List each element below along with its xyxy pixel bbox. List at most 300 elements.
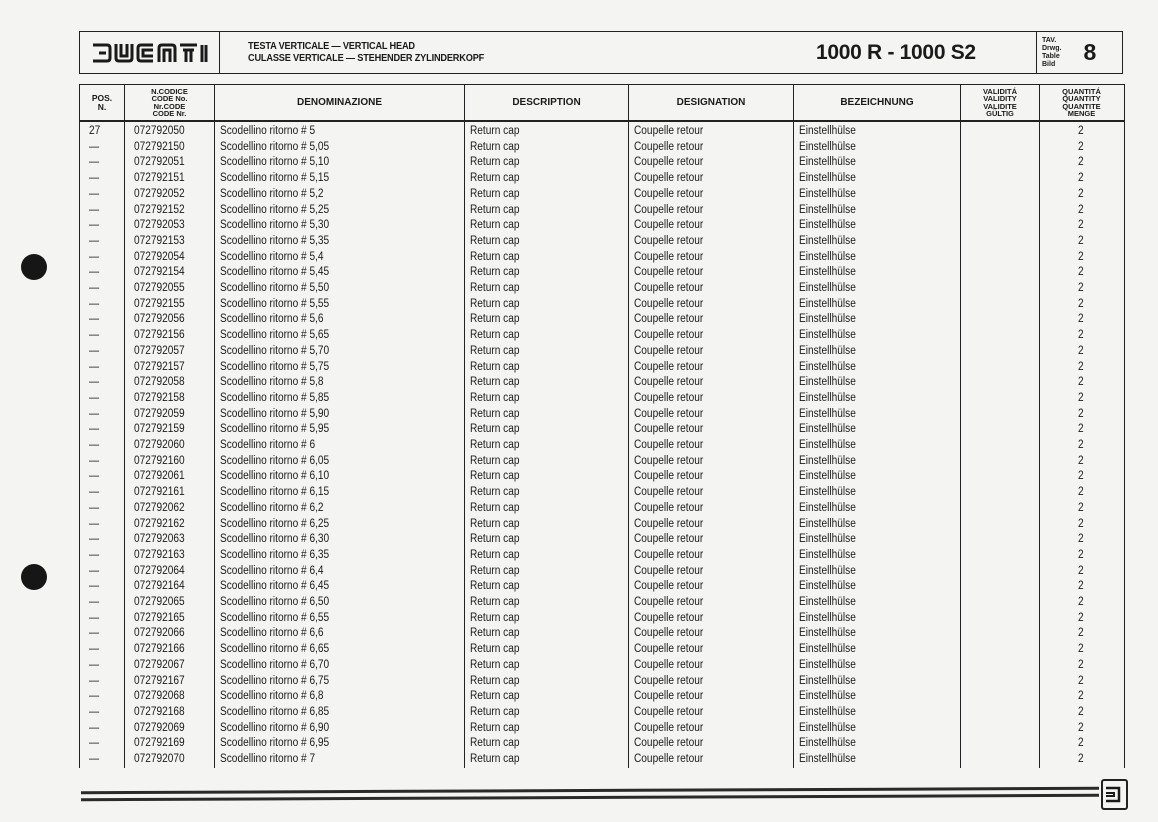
table-row [80, 469, 1124, 485]
description-cell: Return cap [470, 658, 520, 671]
code-cell: 072792161 [134, 486, 185, 499]
designation-cell: Coupelle retour [634, 658, 704, 671]
description-cell: Return cap [470, 140, 520, 153]
description-cell: Return cap [470, 391, 520, 404]
quantity-cell: 2 [1078, 627, 1084, 640]
description-cell: Return cap [470, 439, 520, 451]
description-cell: Return cap [470, 423, 520, 436]
denominazione-cell: Scodellino ritorno # 6,15 [220, 486, 330, 499]
description-cell: Return cap [470, 705, 520, 718]
denominazione-cell: Scodellino ritorno # 6,50 [220, 596, 330, 608]
code-cell: 072792061 [134, 470, 185, 483]
designation-cell: Coupelle retour [634, 737, 704, 750]
quantity-cell: 2 [1078, 282, 1084, 294]
description-cell: Return cap [470, 234, 520, 247]
code-cell: 072792070 [134, 753, 185, 765]
designation-cell: Coupelle retour [634, 690, 704, 703]
designation-cell: Coupelle retour [634, 439, 704, 451]
denominazione-cell: Scodellino ritorno # 5,4 [220, 250, 324, 263]
table-row [80, 517, 1124, 533]
table-row [80, 752, 1124, 768]
designation-cell: Coupelle retour [634, 297, 704, 310]
pos-cell: — [89, 187, 100, 200]
description-cell: Return cap [470, 753, 520, 765]
pos-cell: — [89, 486, 100, 499]
bezeichnung-cell: Einstellhülse [799, 470, 856, 483]
quantity-cell: 2 [1078, 423, 1084, 436]
table-row [80, 234, 1124, 250]
designation-cell: Coupelle retour [634, 407, 704, 420]
bezeichnung-cell: Einstellhülse [799, 501, 856, 514]
denominazione-cell: Scodellino ritorno # 6,55 [220, 611, 330, 624]
code-cell: 072792064 [134, 564, 185, 577]
code-cell: 072792160 [134, 454, 185, 467]
description-cell: Return cap [470, 548, 520, 561]
table-number-labels [1037, 37, 1061, 69]
quantity-cell: 2 [1078, 533, 1084, 546]
bezeichnung-cell: Einstellhülse [799, 753, 856, 765]
pos-cell: — [89, 203, 100, 216]
quantity-cell: 2 [1078, 564, 1084, 577]
table-row [80, 328, 1124, 344]
denominazione-cell: Scodellino ritorno # 5,75 [220, 360, 330, 373]
description-cell: Return cap [470, 313, 520, 326]
col-header-code-line: N.CODICE [151, 86, 188, 96]
table-row [80, 736, 1124, 752]
col-header-validity-line: VALIDITÁ [982, 86, 1018, 96]
model-name [816, 32, 1037, 73]
table-row [80, 155, 1124, 171]
description-cell: Return cap [470, 156, 520, 169]
designation-cell: Coupelle retour [634, 517, 704, 530]
quantity-cell: 2 [1078, 674, 1084, 687]
col-header-code-line: CODE Nr. [152, 109, 187, 118]
col-header-code-line: CODE No. [151, 94, 188, 103]
pos-cell: — [89, 407, 100, 420]
quantity-cell: 2 [1078, 737, 1084, 750]
ducati-d-mark-icon [1101, 779, 1128, 810]
bezeichnung-cell: Einstellhülse [799, 282, 856, 294]
page-header [79, 31, 1123, 74]
bezeichnung-cell: Einstellhülse [799, 234, 856, 247]
pos-cell: — [89, 376, 100, 389]
table-row [80, 250, 1124, 266]
denominazione-cell: Scodellino ritorno # 5,55 [220, 297, 330, 310]
pos-cell: — [89, 360, 100, 373]
description-cell: Return cap [470, 329, 520, 342]
description-cell: Return cap [470, 454, 520, 467]
pos-cell: — [89, 611, 100, 624]
bezeichnung-cell: Einstellhülse [799, 596, 856, 608]
designation-cell: Coupelle retour [634, 125, 704, 137]
table-row [80, 454, 1124, 470]
bezeichnung-cell: Einstellhülse [799, 486, 856, 499]
pos-cell: — [89, 391, 100, 404]
denominazione-cell: Scodellino ritorno # 6,4 [220, 564, 324, 577]
code-cell: 072792056 [134, 313, 185, 326]
table-row [80, 297, 1124, 313]
designation-cell: Coupelle retour [634, 234, 704, 247]
pos-cell: — [89, 501, 100, 514]
col-header-quantity-line: QUANTITE [1062, 101, 1101, 111]
code-cell: 072792065 [134, 596, 185, 608]
code-cell: 072792052 [134, 187, 185, 200]
code-cell: 072792164 [134, 580, 185, 593]
quantity-cell: 2 [1078, 391, 1084, 404]
designation-cell: Coupelle retour [634, 423, 704, 436]
quantity-cell: 2 [1078, 548, 1084, 561]
denominazione-cell: Scodellino ritorno # 5,45 [220, 266, 330, 279]
code-cell: 072792165 [134, 611, 185, 624]
pos-cell: — [89, 533, 100, 546]
designation-cell: Coupelle retour [634, 313, 704, 326]
quantity-cell: 2 [1078, 250, 1084, 263]
quantity-cell: 2 [1078, 470, 1084, 483]
pos-cell: — [89, 439, 100, 451]
pos-cell: — [89, 517, 100, 530]
denominazione-cell: Scodellino ritorno # 6,45 [220, 580, 330, 593]
bezeichnung-cell: Einstellhülse [799, 721, 856, 734]
quantity-cell: 2 [1078, 297, 1084, 310]
quantity-cell: 2 [1078, 266, 1084, 279]
denominazione-cell: Scodellino ritorno # 6,25 [220, 517, 330, 530]
drwg-label: Drwg. [1042, 44, 1062, 52]
quantity-cell: 2 [1078, 439, 1084, 451]
col-header-quantity-line: QUANTITY [1062, 94, 1101, 103]
col-header-quantity-line: QUANTITÁ [1062, 86, 1101, 96]
table-row [80, 203, 1124, 219]
quantity-cell: 2 [1078, 721, 1084, 734]
tav-label: TAV. [1042, 36, 1057, 44]
table-row [80, 187, 1124, 203]
denominazione-cell: Scodellino ritorno # 5,35 [220, 234, 330, 247]
bezeichnung-cell: Einstellhülse [799, 580, 856, 593]
table-row [80, 595, 1124, 611]
quantity-cell: 2 [1078, 658, 1084, 671]
denominazione-cell: Scodellino ritorno # 5,25 [220, 203, 330, 216]
description-cell: Return cap [470, 580, 520, 593]
designation-cell: Coupelle retour [634, 391, 704, 404]
denominazione-cell: Scodellino ritorno # 6,65 [220, 643, 330, 656]
table-row [80, 312, 1124, 328]
designation-cell: Coupelle retour [634, 674, 704, 687]
designation-cell: Coupelle retour [634, 564, 704, 577]
description-cell: Return cap [470, 596, 520, 608]
table-row [80, 626, 1124, 642]
table-row [80, 658, 1124, 674]
pos-cell: — [89, 172, 100, 185]
quantity-cell: 2 [1078, 219, 1084, 232]
quantity-cell: 2 [1078, 344, 1084, 357]
description-cell: Return cap [470, 470, 520, 483]
bezeichnung-cell: Einstellhülse [799, 266, 856, 279]
description-cell: Return cap [470, 564, 520, 577]
pos-cell: 27 [89, 125, 101, 137]
designation-cell: Coupelle retour [634, 140, 704, 153]
bezeichnung-cell: Einstellhülse [799, 344, 856, 357]
quantity-cell: 2 [1078, 172, 1084, 185]
pos-cell: — [89, 282, 100, 294]
col-header-code [125, 85, 215, 120]
pos-cell: — [89, 313, 100, 326]
table-row [80, 532, 1124, 548]
description-cell: Return cap [470, 360, 520, 373]
table-row [80, 721, 1124, 737]
punch-hole [21, 564, 47, 590]
col-header-pos-line: N. [97, 101, 107, 112]
code-cell: 072792150 [134, 140, 185, 153]
code-cell: 072792068 [134, 690, 185, 703]
bezeichnung-cell: Einstellhülse [799, 658, 856, 671]
bezeichnung-cell: Einstellhülse [799, 705, 856, 718]
quantity-cell: 2 [1078, 360, 1084, 373]
pos-cell: — [89, 156, 100, 169]
pos-cell: — [89, 658, 100, 671]
code-cell: 072792167 [134, 674, 185, 687]
designation-cell: Coupelle retour [634, 203, 704, 216]
table-row [80, 611, 1124, 627]
designation-cell: Coupelle retour [634, 360, 704, 373]
pos-cell: — [89, 266, 100, 279]
table-row [80, 218, 1124, 234]
designation-cell: Coupelle retour [634, 643, 704, 656]
description-cell: Return cap [470, 486, 520, 499]
col-header-description: DESCRIPTION [465, 85, 629, 120]
code-cell: 072792158 [134, 391, 185, 404]
designation-cell: Coupelle retour [634, 721, 704, 734]
code-cell: 072792163 [134, 548, 185, 561]
code-cell: 072792162 [134, 517, 185, 530]
denominazione-cell: Scodellino ritorno # 6,05 [220, 454, 330, 467]
description-cell: Return cap [470, 344, 520, 357]
pos-cell: — [89, 234, 100, 247]
quantity-cell: 2 [1078, 690, 1084, 703]
description-cell: Return cap [470, 282, 520, 294]
description-cell: Return cap [470, 376, 520, 389]
table-row [80, 438, 1124, 454]
designation-cell: Coupelle retour [634, 266, 704, 279]
pos-cell: — [89, 627, 100, 640]
quantity-cell: 2 [1078, 611, 1084, 624]
description-cell: Return cap [470, 187, 520, 200]
description-cell: Return cap [470, 611, 520, 624]
table-row [80, 579, 1124, 595]
denominazione-cell: Scodellino ritorno # 6,2 [220, 501, 324, 514]
denominazione-cell: Scodellino ritorno # 6 [220, 439, 316, 451]
table-row [80, 360, 1124, 376]
designation-cell: Coupelle retour [634, 627, 704, 640]
brand-logo [80, 32, 220, 73]
denominazione-cell: Scodellino ritorno # 5,50 [220, 282, 330, 294]
designation-cell: Coupelle retour [634, 705, 704, 718]
designation-cell: Coupelle retour [634, 611, 704, 624]
designation-cell: Coupelle retour [634, 282, 704, 294]
code-cell: 072792151 [134, 172, 185, 185]
bezeichnung-cell: Einstellhülse [799, 548, 856, 561]
table-row [80, 689, 1124, 705]
denominazione-cell: Scodellino ritorno # 5,10 [220, 156, 330, 169]
col-header-validity [961, 85, 1040, 120]
pos-cell: — [89, 140, 100, 153]
denominazione-cell: Scodellino ritorno # 7 [220, 753, 316, 765]
denominazione-cell: Scodellino ritorno # 5,85 [220, 391, 330, 404]
col-header-validity-line: VALIDITY [983, 94, 1017, 103]
pos-cell: — [89, 721, 100, 734]
description-cell: Return cap [470, 533, 520, 546]
quantity-cell: 2 [1078, 580, 1084, 593]
col-header-quantity [1040, 85, 1123, 120]
code-cell: 072792055 [134, 282, 185, 294]
quantity-cell: 2 [1078, 125, 1084, 137]
col-header-denominazione: DENOMINAZIONE [215, 85, 465, 120]
bezeichnung-cell: Einstellhülse [799, 219, 856, 232]
denominazione-cell: Scodellino ritorno # 6,8 [220, 690, 324, 703]
designation-cell: Coupelle retour [634, 250, 704, 263]
pos-cell: — [89, 643, 100, 656]
bezeichnung-cell: Einstellhülse [799, 533, 856, 546]
designation-cell: Coupelle retour [634, 580, 704, 593]
code-cell: 072792157 [134, 360, 185, 373]
table-row [80, 422, 1124, 438]
designation-cell: Coupelle retour [634, 156, 704, 169]
col-header-pos-line: POS. [91, 92, 113, 103]
quantity-cell: 2 [1078, 234, 1084, 247]
code-cell: 072792156 [134, 329, 185, 342]
denominazione-cell: Scodellino ritorno # 5,70 [220, 344, 330, 357]
bezeichnung-cell: Einstellhülse [799, 156, 856, 169]
description-cell: Return cap [470, 690, 520, 703]
designation-cell: Coupelle retour [634, 376, 704, 389]
description-cell: Return cap [470, 266, 520, 279]
code-cell: 072792054 [134, 250, 185, 263]
code-cell: 072792057 [134, 344, 185, 357]
description-cell: Return cap [470, 203, 520, 216]
quantity-cell: 2 [1078, 753, 1084, 765]
table-row [80, 485, 1124, 501]
bezeichnung-cell: Einstellhülse [799, 376, 856, 389]
table-row [80, 281, 1124, 297]
col-header-designation: DESIGNATION [629, 85, 794, 120]
title-line-2: CULASSE VERTICALE — STEHENDER ZYLINDERKOPF [248, 52, 485, 64]
description-cell: Return cap [470, 737, 520, 750]
bezeichnung-cell: Einstellhülse [799, 423, 856, 436]
denominazione-cell: Scodellino ritorno # 6,75 [220, 674, 330, 687]
pos-cell: — [89, 344, 100, 357]
code-cell: 072792154 [134, 266, 185, 279]
bezeichnung-cell: Einstellhülse [799, 203, 856, 216]
pos-cell: — [89, 737, 100, 750]
code-cell: 072792166 [134, 643, 185, 656]
bezeichnung-cell: Einstellhülse [799, 125, 856, 137]
table-header [79, 84, 1125, 122]
bezeichnung-cell: Einstellhülse [799, 140, 856, 153]
denominazione-cell: Scodellino ritorno # 5,65 [220, 329, 330, 342]
quantity-cell: 2 [1078, 156, 1084, 169]
denominazione-cell: Scodellino ritorno # 6,85 [220, 705, 330, 718]
table-label: Table [1042, 52, 1060, 60]
table-row [80, 705, 1124, 721]
code-cell: 072792053 [134, 219, 185, 232]
quantity-cell: 2 [1078, 140, 1084, 153]
denominazione-cell: Scodellino ritorno # 5,8 [220, 376, 324, 389]
table-row [80, 407, 1124, 423]
bezeichnung-cell: Einstellhülse [799, 407, 856, 420]
denominazione-cell: Scodellino ritorno # 5,90 [220, 407, 330, 420]
description-cell: Return cap [470, 643, 520, 656]
pos-cell: — [89, 423, 100, 436]
pos-cell: — [89, 297, 100, 310]
col-header-validity-line: VALIDITE [983, 101, 1017, 111]
description-cell: Return cap [470, 407, 520, 420]
denominazione-cell: Scodellino ritorno # 5 [220, 125, 316, 137]
description-cell: Return cap [470, 297, 520, 310]
denominazione-cell: Scodellino ritorno # 6,6 [220, 627, 324, 640]
designation-cell: Coupelle retour [634, 501, 704, 514]
pos-cell: — [89, 219, 100, 232]
designation-cell: Coupelle retour [634, 454, 704, 467]
col-header-code-line: Nr.CODE [153, 101, 186, 111]
code-cell: 072792152 [134, 203, 185, 216]
designation-cell: Coupelle retour [634, 344, 704, 357]
table-row [80, 171, 1124, 187]
description-cell: Return cap [470, 501, 520, 514]
code-cell: 072792059 [134, 407, 185, 420]
pos-cell: — [89, 705, 100, 718]
denominazione-cell: Scodellino ritorno # 6,10 [220, 470, 330, 483]
pos-cell: — [89, 470, 100, 483]
bezeichnung-cell: Einstellhülse [799, 674, 856, 687]
bezeichnung-cell: Einstellhülse [799, 643, 856, 656]
code-cell: 072792062 [134, 501, 185, 514]
bild-label: Bild [1042, 60, 1056, 68]
title-line-1: TESTA VERTICALE — VERTICAL HEAD [248, 40, 415, 52]
code-cell: 072792155 [134, 297, 185, 310]
code-cell: 072792051 [134, 156, 185, 169]
pos-cell: — [89, 596, 100, 608]
designation-cell: Coupelle retour [634, 486, 704, 499]
ducati-logo-icon [91, 43, 209, 63]
designation-cell: Coupelle retour [634, 753, 704, 765]
denominazione-cell: Scodellino ritorno # 6,95 [220, 737, 330, 750]
quantity-cell: 2 [1078, 517, 1084, 530]
code-cell: 072792050 [134, 125, 185, 137]
d-mark-icon [1103, 781, 1126, 808]
bezeichnung-cell: Einstellhülse [799, 439, 856, 451]
pos-cell: — [89, 250, 100, 263]
bezeichnung-cell: Einstellhülse [799, 517, 856, 530]
quantity-cell: 2 [1078, 643, 1084, 656]
table-row [80, 391, 1124, 407]
col-header-pos [80, 85, 125, 120]
bezeichnung-cell: Einstellhülse [799, 250, 856, 263]
pos-cell: — [89, 329, 100, 342]
description-cell: Return cap [470, 627, 520, 640]
quantity-cell: 2 [1078, 203, 1084, 216]
punch-hole [21, 254, 47, 280]
code-cell: 072792060 [134, 439, 185, 451]
table-row [80, 501, 1124, 517]
pos-cell: — [89, 753, 100, 765]
table-row [80, 344, 1124, 360]
table-row [80, 140, 1124, 156]
code-cell: 072792067 [134, 658, 185, 671]
code-cell: 072792153 [134, 234, 185, 247]
pos-cell: — [89, 674, 100, 687]
code-cell: 072792169 [134, 737, 185, 750]
denominazione-cell: Scodellino ritorno # 5,6 [220, 313, 324, 326]
designation-cell: Coupelle retour [634, 533, 704, 546]
quantity-cell: 2 [1078, 705, 1084, 718]
